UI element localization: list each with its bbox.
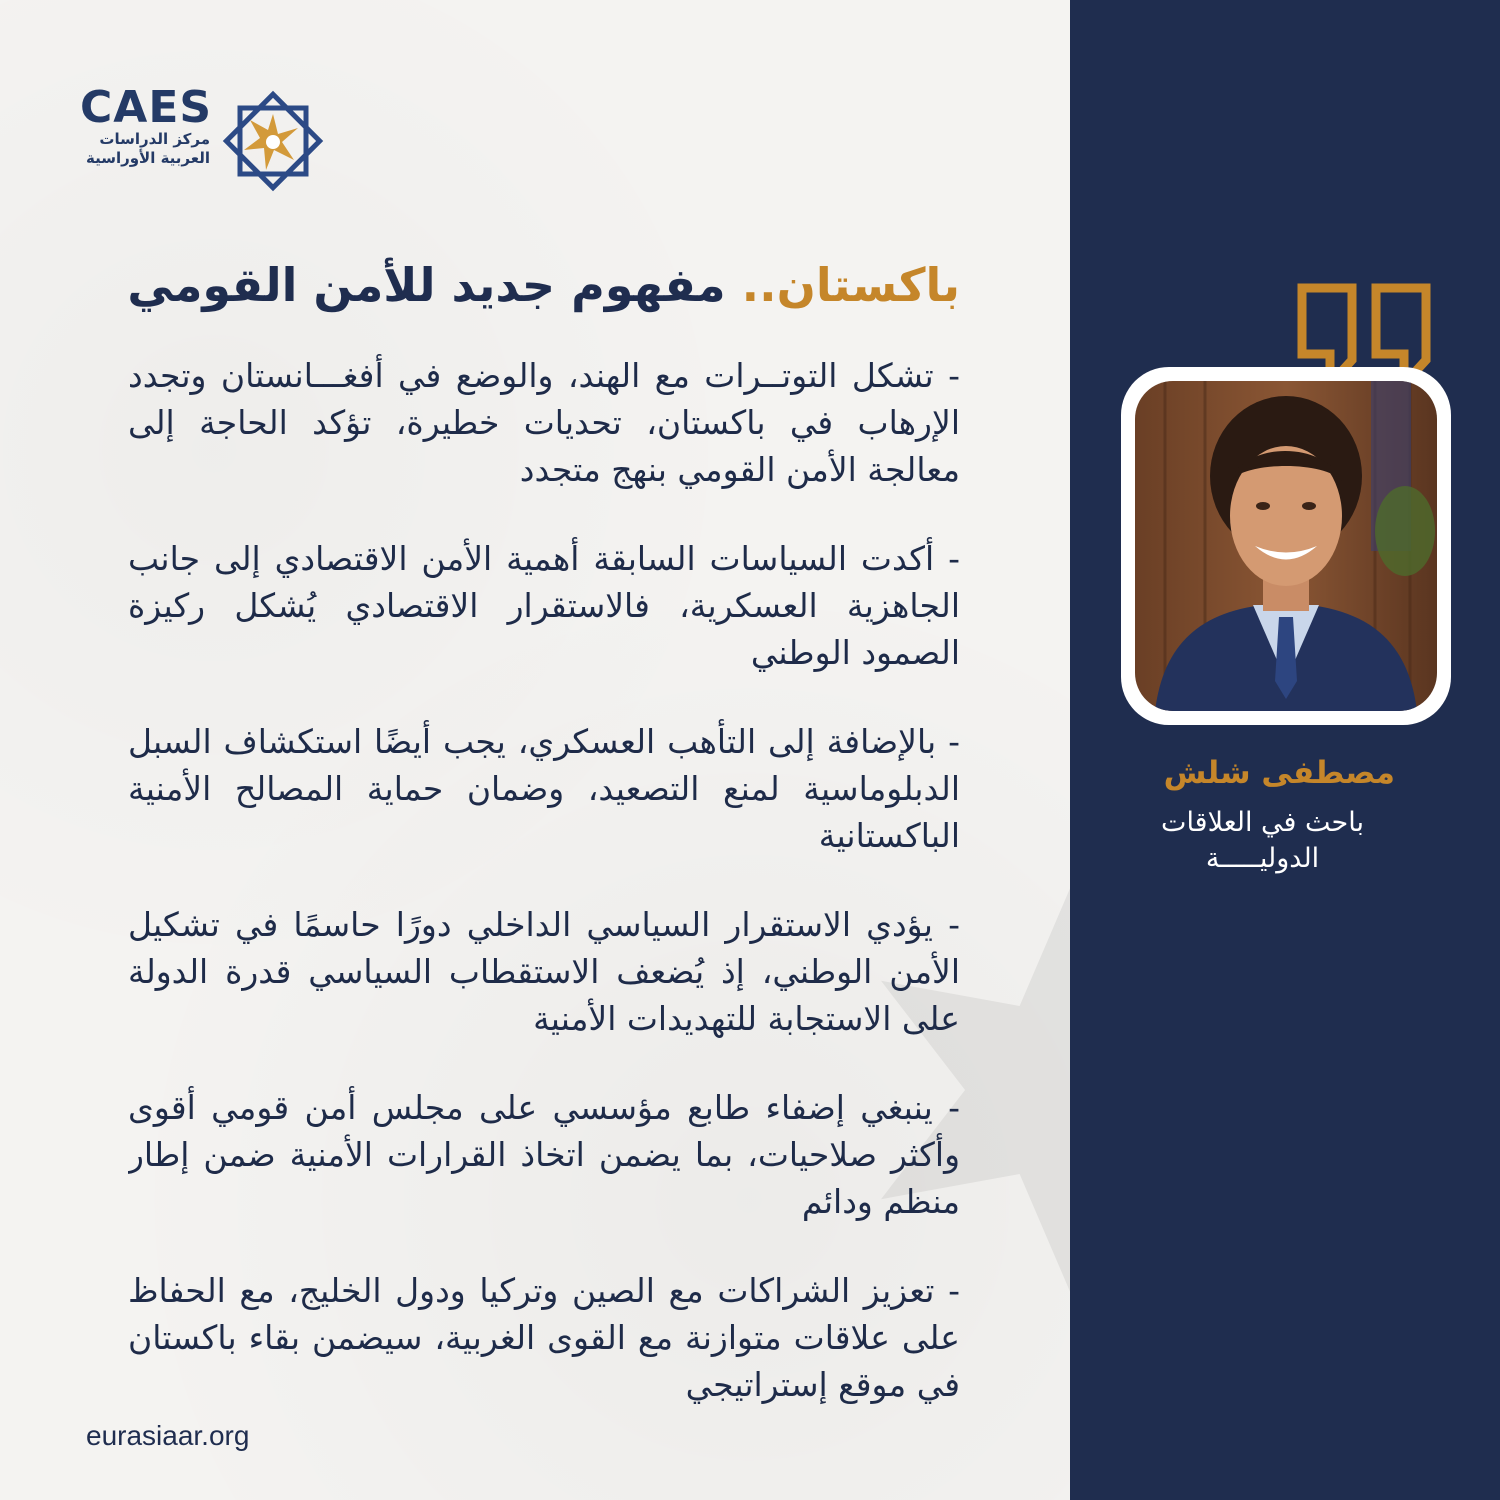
- author-photo: [1135, 381, 1437, 711]
- logo-acronym: CAES: [80, 82, 213, 133]
- bullet-item: - ينبغي إضفاء طابع مؤسسي على مجلس أمن قومي أقوى وأكثر صلاحيات، بما يضمن اتخاذ القرارات الأمنية ضمن إطار منظم ودائم: [128, 1088, 960, 1221]
- bullet-item: - بالإضافة إلى التأهب العسكري، يجب أيضًا استكشاف السبل الدبلوماسية لمنع التصعيد، وضمان حماية المصالح الأمنية الباكستانية: [128, 722, 960, 855]
- author-role-line2: الدوليـــــة: [1205, 843, 1320, 874]
- logo-name-line2: العربية الأوراسية: [85, 149, 210, 167]
- bullet-item: - تشكل التوتــرات مع الهند، والوضع في أفغـــانستان وتجدد الإرهاب في باكستان، تحديات خطيرة، تؤكد الحاجة إلى معالجة الأمن القومي بنهج متجدد: [128, 356, 960, 489]
- bullet-item: - يؤدي الاستقرار السياسي الداخلي دورًا حاسمًا في تشكيل الأمن الوطني، إذ يُضعف الاستقطاب السياسي قدرة الدولة على الاستجابة للتهديدات الأمنية: [128, 905, 960, 1038]
- page-title: [60, 250, 960, 320]
- title-main: مفهوم جديد للأمن القومي: [127, 258, 726, 312]
- bullet-list: [128, 352, 960, 1450]
- author-photo-frame: [1121, 367, 1451, 725]
- caes-logo[interactable]: [80, 82, 340, 196]
- logo-star-icon: [218, 86, 328, 196]
- bullet-item: - تعزيز الشراكات مع الصين وتركيا ودول الخليج، مع الحفاظ على علاقات متوازنة مع القوى الغربية، سيضمن بقاء باكستان في موقع إستراتيجي: [128, 1271, 960, 1404]
- logo-name-line1: مركز الدراسات: [99, 130, 210, 148]
- title-accent: باكستان..: [741, 258, 960, 312]
- author-role: [1130, 805, 1395, 877]
- author-role-line1: باحث في العلاقات: [1161, 807, 1364, 838]
- website-link[interactable]: eurasiaar.org: [86, 1420, 250, 1451]
- logo-text: [80, 82, 213, 168]
- bullet-item: - أكدت السياسات السابقة أهمية الأمن الاقتصادي إلى جانب الجاهزية العسكرية، فالاستقرار الاقتصادي يُشكل ركيزة الصمود الوطني: [128, 539, 960, 672]
- author-sidebar: [1070, 0, 1500, 1500]
- author-name: مصطفى شلش: [1163, 755, 1395, 791]
